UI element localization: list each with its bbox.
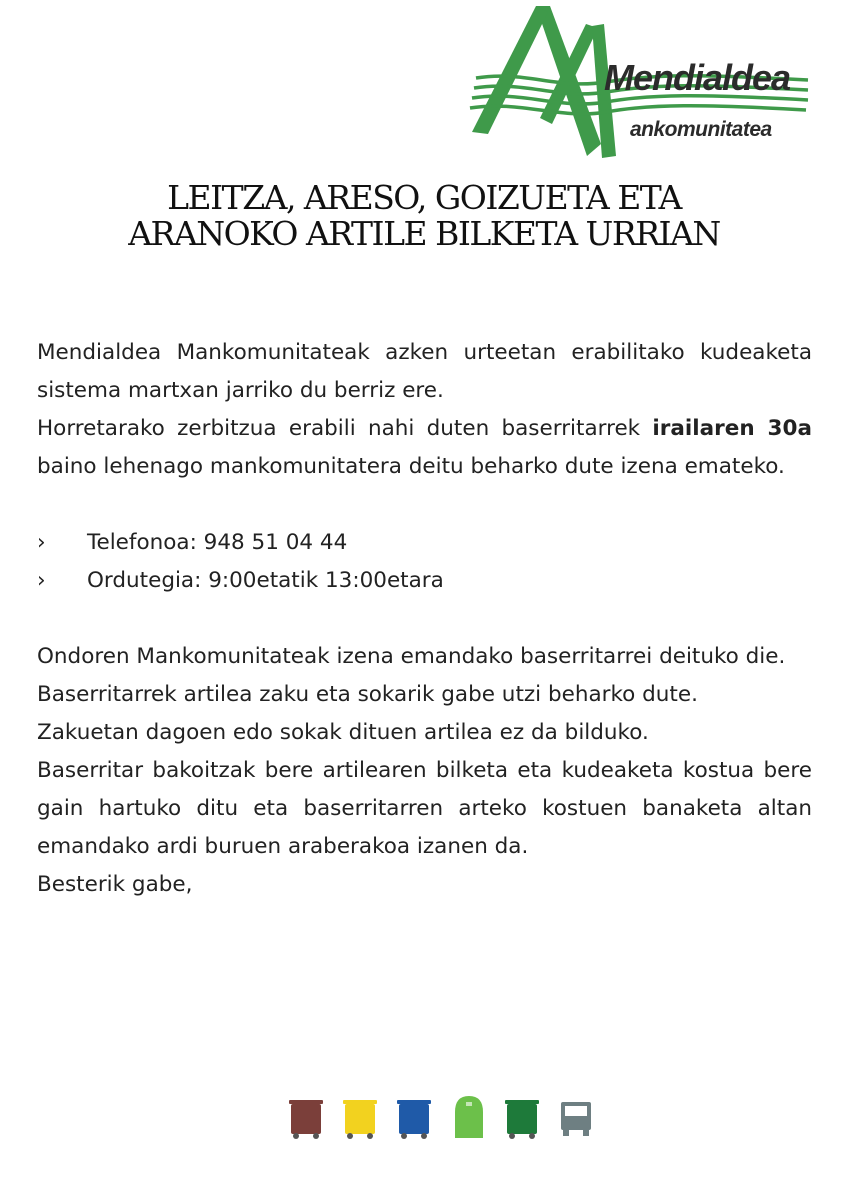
waste-container-icons	[287, 1094, 597, 1140]
deadline-date: irailaren 30a	[652, 416, 812, 441]
title-line-1: LEITZA, ARESO, GOIZUETA ETA	[167, 178, 681, 217]
logo-graphic	[466, 6, 811, 161]
blue-bin-icon	[397, 1100, 431, 1139]
yellow-bin-icon	[343, 1100, 377, 1139]
hours-text: Ordutegia: 9:00etatik 13:00etara	[87, 568, 444, 593]
truck-icon	[561, 1102, 591, 1136]
logo-name: Mendialdea	[604, 57, 791, 98]
bullet-mark: ›	[37, 530, 46, 555]
closing-line: Besterik gabe,	[37, 872, 193, 897]
registration-text-start: Horretarako zerbitzua erabili nahi duten baserritarrek	[37, 416, 641, 441]
title-line-2: ARANOKO ARTILE BILKETA URRIAN	[128, 214, 720, 253]
mendialdea-logo	[466, 6, 811, 161]
phone-bullet	[37, 524, 812, 562]
cost-paragraph: Baserritar bakoitzak bere artilearen bilketa eta kudeaketa kostua bere gain hartuko ditu eta baserritarren arteko kostuen banaketa altan emandako ardi buruen araberakoa izanen da.	[37, 758, 812, 859]
bullet-mark: ›	[37, 568, 46, 593]
intro-paragraph: Mendialdea Mankomunitateak azken urteetan erabilitako kudeaketa sistema martxan jarriko du berriz ere.	[37, 340, 812, 403]
phone-text: Telefonoa: 948 51 04 44	[87, 530, 348, 555]
registration-text-end: baino lehenago mankomunitatera deitu beharko dute izena emateko.	[37, 454, 785, 479]
notice-body	[37, 334, 812, 904]
green-igloo-icon	[455, 1096, 483, 1138]
wool-condition-line: Baserritarrek artilea zaku eta sokarik gabe utzi beharko dute.	[37, 682, 698, 707]
wool-rejection-line: Zakuetan dagoen edo sokak dituen artilea ez da bilduko.	[37, 720, 649, 745]
brown-bin-icon	[289, 1100, 323, 1139]
logo-subtitle: ankomunitatea	[630, 118, 772, 141]
hours-bullet	[37, 562, 812, 600]
registration-paragraph	[37, 410, 812, 486]
followup-paragraph: Ondoren Mankomunitateak izena emandako baserritarrei deituko die.	[37, 644, 786, 669]
page-title	[40, 180, 808, 252]
dark-green-bin-icon	[505, 1100, 539, 1139]
